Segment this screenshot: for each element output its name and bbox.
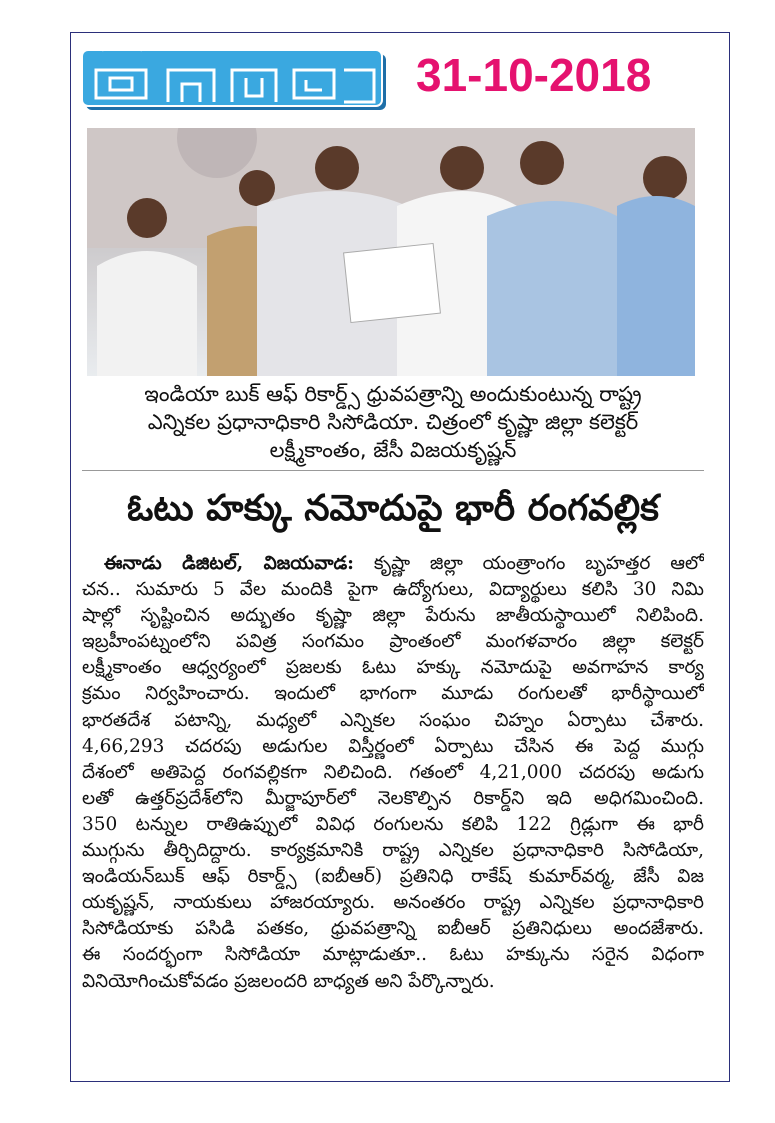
publication-date: 31-10-2018 xyxy=(416,49,652,101)
article-text: కృష్ణా జిల్లా యంత్రాంగం బృహత్తర ఆలో xyxy=(373,553,704,574)
article-line: 350 టన్నుల రాతిఉప్పులో వివిధ రంగులను కలిపి 122 గ్రిడ్లుగా ఈ భారీ xyxy=(82,813,704,835)
divider xyxy=(82,470,704,471)
article-line: చన.. సుమారు 5 వేల మందికి పైగా ఉద్యోగులు, విద్యార్థులు కలిసి 30 నిమి xyxy=(82,579,704,601)
article-line: సిసోడియాకు పసిడి పతకం, ధ్రువపత్రాన్ని ఐబీఆర్ ప్రతినిధులు అందజేశారు. xyxy=(82,918,704,940)
news-photo xyxy=(87,128,695,376)
article-line xyxy=(82,551,704,577)
article-line: క్రమం నిర్వహించారు. ఇందులో భాగంగా మూడు రంగులతో భారీస్థాయిలో xyxy=(82,683,704,705)
article-headline: ఓటు హక్కు నమోదుపై భారీ రంగవల్లిక xyxy=(127,488,659,529)
eenadu-logo xyxy=(82,40,394,114)
article-line: లతో ఉత్తర్‌ప్రదేశ్‌లోని మీర్జాపూర్‌లో నెలకొల్పిన రికార్డ్‌ని ఇది అధిగమించింది. xyxy=(82,787,704,809)
article-line: దేశంలో అతిపెద్ద రంగవల్లికగా నిలిచింది. గతంలో 4,21,000 చదరపు అడుగు xyxy=(82,761,704,783)
photo-caption xyxy=(82,380,704,464)
article-line: లక్ష్మీకాంతం ఆధ్వర్యంలో ప్రజలకు ఓటు హక్కు నమోదుపై అవగాహన కార్య xyxy=(82,657,704,679)
article-line: షాల్లో సృష్టించిన అద్భుతం కృష్ణా జిల్లా పేరును జాతీయస్థాయిలో నిలిపింది. xyxy=(82,605,704,627)
article-line: ముగ్గును తీర్చిదిద్దారు. కార్యక్రమానికి రాష్ట్ర ఎన్నికల ప్రధానాధికారి సిసోడియా, xyxy=(82,840,704,862)
article-line: భారతదేశ పటాన్ని, మధ్యలో ఎన్నికల సంఘం చిహ్నం ఏర్పాటు చేశారు. xyxy=(82,709,704,731)
dateline: ఈనాడు డిజిటల్, విజయవాడ: xyxy=(104,553,355,574)
article-line: యకృష్ణన్, నాయకులు హాజరయ్యారు. అనంతరం రాష్ట్ర ఎన్నికల ప్రధానాధికారి xyxy=(82,892,704,914)
article-line: 4,66,293 చదరపు అడుగుల విస్తీర్ణంలో ఏర్పాటు చేసిన ఈ పెద్ద ముగ్గు xyxy=(82,735,704,757)
caption-line: లక్ష్మీకాంతం, జేసీ విజయకృష్ణన్ xyxy=(269,438,517,462)
article-line: వినియోగించుకోవడం ప్రజలందరి బాధ్యత అని పేర్కొన్నారు. xyxy=(82,970,495,992)
article-line: ఈ సందర్భంగా సిసోడియా మాట్లాడుతూ.. ఓటు హక్కును సరైన విధంగా xyxy=(82,944,704,966)
article-line: ఇండియన్‌బుక్ ఆఫ్ రికార్డ్స్ (ఐబీఆర్) ప్రతినిధి రాకేష్ కుమార్‌వర్మ, జేసీ విజ xyxy=(82,866,704,888)
article-line: ఇబ్రహీంపట్నంలోని పవిత్ర సంగమం ప్రాంతంలో మంగళవారం జిల్లా కలెక్టర్ xyxy=(82,631,704,653)
caption-line: ఎన్నికల ప్రధానాధికారి సిసోడియా. చిత్రంలో కృష్ణా జిల్లా కలెక్టర్ xyxy=(147,410,639,434)
article-body xyxy=(82,551,704,995)
caption-line: ఇండియా బుక్ ఆఫ్ రికార్డ్స్ ధ్రువపత్రాన్ని అందుకుంటున్న రాష్ట్ర xyxy=(144,382,642,406)
